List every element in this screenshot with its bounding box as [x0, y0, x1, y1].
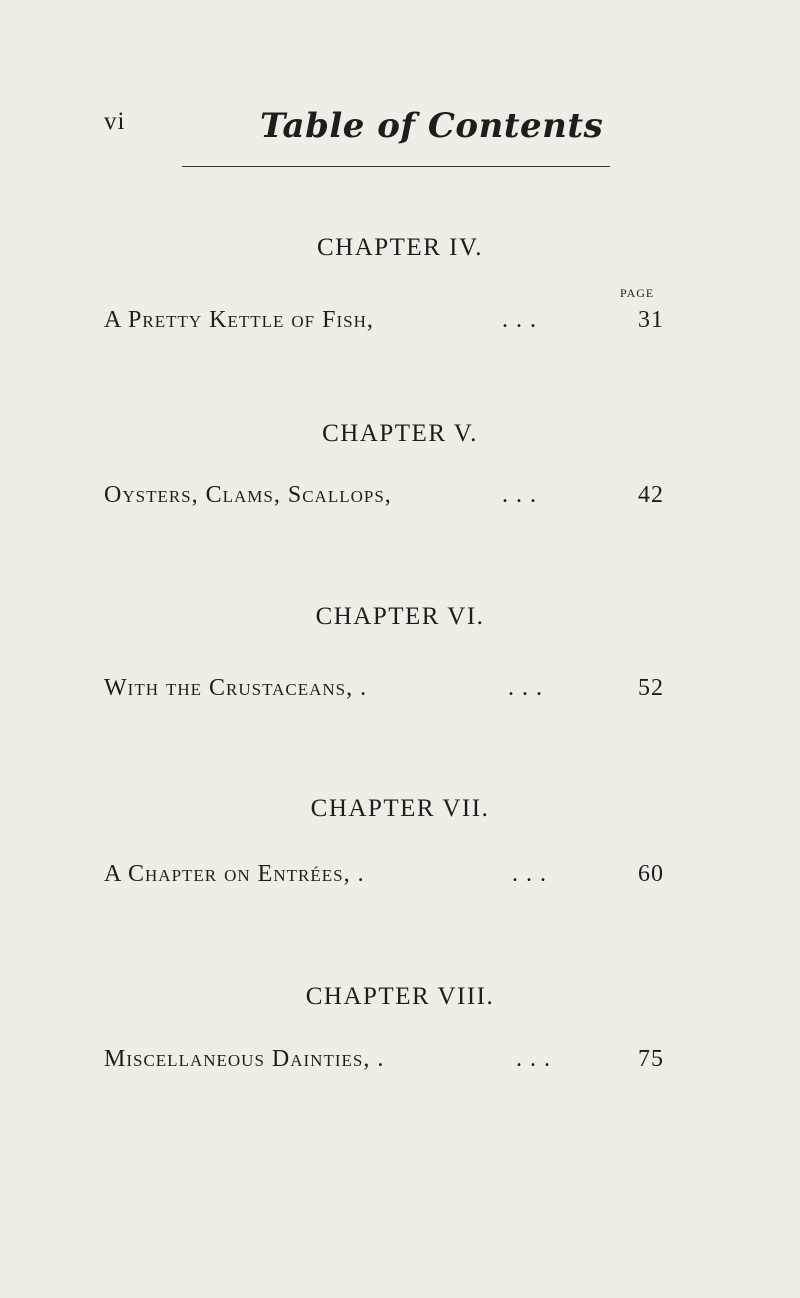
- entry-title: Miscellaneous Dainties, .: [104, 1046, 385, 1072]
- leader-dots: . . .: [508, 675, 543, 701]
- entry-page-number: 31: [638, 307, 664, 333]
- entry-title: Oysters, Clams, Scallops,: [104, 482, 392, 508]
- running-head-title: Table of Contents: [260, 106, 604, 146]
- leader-dots: . . .: [516, 1046, 551, 1072]
- entry-title: With the Crustaceans, .: [104, 675, 368, 701]
- chapter-heading: CHAPTER VIII.: [305, 983, 495, 1010]
- entry-title: A Chapter on Entrées, .: [104, 861, 365, 887]
- leader-dots: . . .: [512, 861, 547, 887]
- entry-page-number: 52: [638, 675, 664, 701]
- leader-dots: . . .: [502, 482, 537, 508]
- leader-dots: . . .: [502, 307, 537, 333]
- entry-page-number: 75: [638, 1046, 664, 1072]
- chapter-heading: CHAPTER VII.: [310, 795, 490, 822]
- entry-page-number: 42: [638, 482, 664, 508]
- header-rule: [182, 166, 610, 167]
- chapter-heading: CHAPTER V.: [322, 420, 478, 447]
- entry-page-number: 60: [638, 861, 664, 887]
- page-column-label: PAGE: [620, 286, 655, 300]
- chapter-heading: CHAPTER IV.: [316, 234, 484, 261]
- page-number: vi: [104, 108, 126, 135]
- entry-title: A Pretty Kettle of Fish,: [104, 307, 374, 333]
- chapter-heading: CHAPTER VI.: [315, 603, 485, 630]
